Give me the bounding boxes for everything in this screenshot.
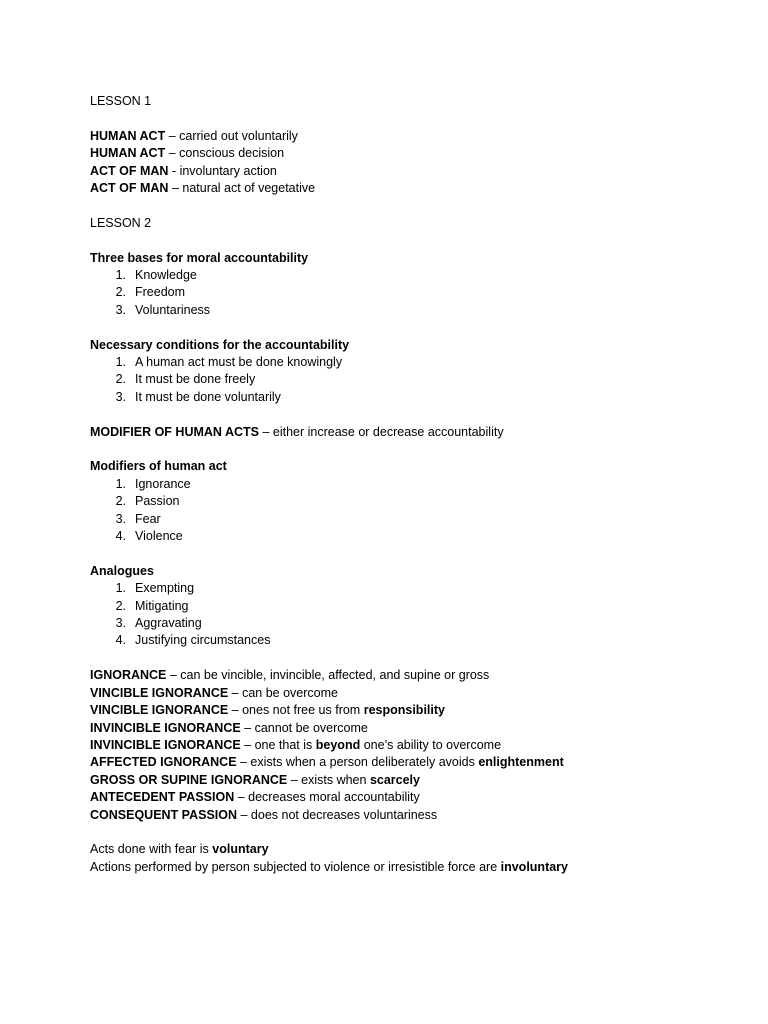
definition-line: [90, 737, 710, 754]
bases-list: [90, 267, 710, 319]
definition-term: VINCIBLE IGNORANCE: [90, 685, 229, 700]
list-item: [90, 354, 710, 371]
bases-heading: Three bases for moral accountability: [90, 250, 309, 265]
definition-term: GROSS OR SUPINE IGNORANCE: [90, 772, 288, 787]
list-item-text: Voluntariness: [135, 302, 211, 317]
conditions-heading: Necessary conditions for the accountability: [90, 337, 350, 352]
list-number: 2.: [115, 598, 126, 613]
definition-text: – conscious decision: [165, 146, 285, 161]
closing-text: Actions performed by person subjected to violence or irresistible force are: [90, 859, 501, 874]
definition-text: – decreases moral accountability: [234, 790, 420, 805]
emphasis-word: scarcely: [369, 772, 420, 787]
lesson-2-heading: LESSON 2: [90, 215, 152, 230]
definition-text: – does not decreases voluntariness: [237, 807, 438, 822]
lesson-1-heading: LESSON 1: [90, 94, 152, 108]
modifiers-list: [90, 476, 710, 546]
closing-text: Acts done with fear is: [90, 842, 213, 857]
list-item: [90, 267, 710, 284]
list-item-text: It must be done freely: [135, 372, 256, 387]
list-item-text: Ignorance: [135, 476, 191, 491]
definition-text: – can be vincible, invincible, affected, and supine or gross: [166, 668, 490, 683]
definition-text: – can be overcome: [228, 685, 338, 700]
list-item-text: Knowledge: [135, 268, 197, 283]
list-number: 3.: [115, 302, 126, 317]
definition-text: – exists when a person deliberately avoids: [236, 755, 479, 770]
list-number: 3.: [115, 511, 126, 526]
list-item: [90, 493, 710, 510]
list-item-text: Violence: [135, 529, 183, 544]
definition-term: HUMAN ACT: [90, 128, 166, 143]
list-number: 4.: [115, 633, 126, 648]
list-number: 1.: [115, 268, 126, 283]
list-item-text: Aggravating: [135, 616, 202, 631]
list-item: [90, 389, 710, 406]
list-item: [90, 580, 710, 597]
definition-text: – one that is: [240, 737, 316, 752]
conditions-list: [90, 354, 710, 406]
definition-term: ACT OF MAN: [90, 163, 169, 178]
definition-line: [90, 772, 710, 789]
definition-text: – carried out voluntarily: [165, 128, 298, 143]
definition-term: ACT OF MAN: [90, 181, 169, 196]
definition-term: INVINCIBLE IGNORANCE: [90, 737, 241, 752]
definition-line: [90, 667, 710, 684]
list-item-text: A human act must be done knowingly: [135, 355, 343, 370]
definition-line: [90, 128, 710, 145]
definition-line: [90, 754, 710, 771]
definition-text: - involuntary action: [168, 163, 277, 178]
analogues-heading: Analogues: [90, 563, 154, 578]
definition-text: – cannot be overcome: [240, 720, 368, 735]
list-number: 2.: [115, 372, 126, 387]
definition-line: [90, 807, 710, 824]
list-number: 2.: [115, 494, 126, 509]
definition-line: [90, 720, 710, 737]
definition-term: INVINCIBLE IGNORANCE: [90, 720, 241, 735]
analogues-list: [90, 580, 710, 650]
definition-term: CONSEQUENT PASSION: [90, 807, 238, 822]
list-number: 2.: [115, 285, 126, 300]
modifier-definition: [90, 424, 710, 441]
list-number: 3.: [115, 616, 126, 631]
closing-line: [90, 859, 710, 876]
definition-term: IGNORANCE: [90, 668, 167, 683]
definition-line: [90, 702, 710, 719]
definition-term: VINCIBLE IGNORANCE: [90, 703, 229, 718]
definition-term: MODIFIER OF HUMAN ACTS: [90, 424, 259, 439]
definition-text: – natural act of vegetative: [168, 181, 316, 196]
list-item-text: Passion: [135, 494, 180, 509]
list-number: 1.: [115, 581, 126, 596]
definition-line: [90, 163, 710, 180]
definition-term: AFFECTED IGNORANCE: [90, 755, 237, 770]
list-item-text: Freedom: [135, 285, 186, 300]
closing-line: [90, 841, 710, 858]
definition-line: [90, 145, 710, 162]
list-number: 4.: [115, 529, 126, 544]
emphasis-word: involuntary: [500, 859, 568, 874]
list-item: [90, 284, 710, 301]
list-number: 1.: [115, 355, 126, 370]
list-item-text: Mitigating: [135, 598, 189, 613]
list-item: [90, 632, 710, 649]
definition-term: ANTECEDENT PASSION: [90, 790, 235, 805]
definition-text: one’s ability to overcome: [360, 737, 502, 752]
list-number: 3.: [115, 389, 126, 404]
modifiers-heading: Modifiers of human act: [90, 459, 227, 474]
list-item: [90, 302, 710, 319]
definition-line: [90, 685, 710, 702]
list-item: [90, 598, 710, 615]
emphasis-word: beyond: [315, 737, 361, 752]
definition-line: [90, 789, 710, 806]
list-item-text: Fear: [135, 511, 161, 526]
list-item: [90, 528, 710, 545]
list-item-text: Justifying circumstances: [135, 633, 271, 648]
definition-term: HUMAN ACT: [90, 146, 166, 161]
list-number: 1.: [115, 476, 126, 491]
emphasis-word: responsibility: [363, 703, 445, 718]
definition-text: – either increase or decrease accountability: [258, 424, 504, 439]
definition-line: [90, 180, 710, 197]
list-item: [90, 511, 710, 528]
emphasis-word: voluntary: [212, 842, 269, 857]
definition-text: – exists when: [287, 772, 370, 787]
list-item-text: Exempting: [135, 581, 195, 596]
list-item-text: It must be done voluntarily: [135, 389, 281, 404]
list-item: [90, 476, 710, 493]
emphasis-word: enlightenment: [478, 755, 564, 770]
list-item: [90, 371, 710, 388]
definition-text: – ones not free us from: [228, 703, 364, 718]
list-item: [90, 615, 710, 632]
document-body: [90, 93, 710, 876]
